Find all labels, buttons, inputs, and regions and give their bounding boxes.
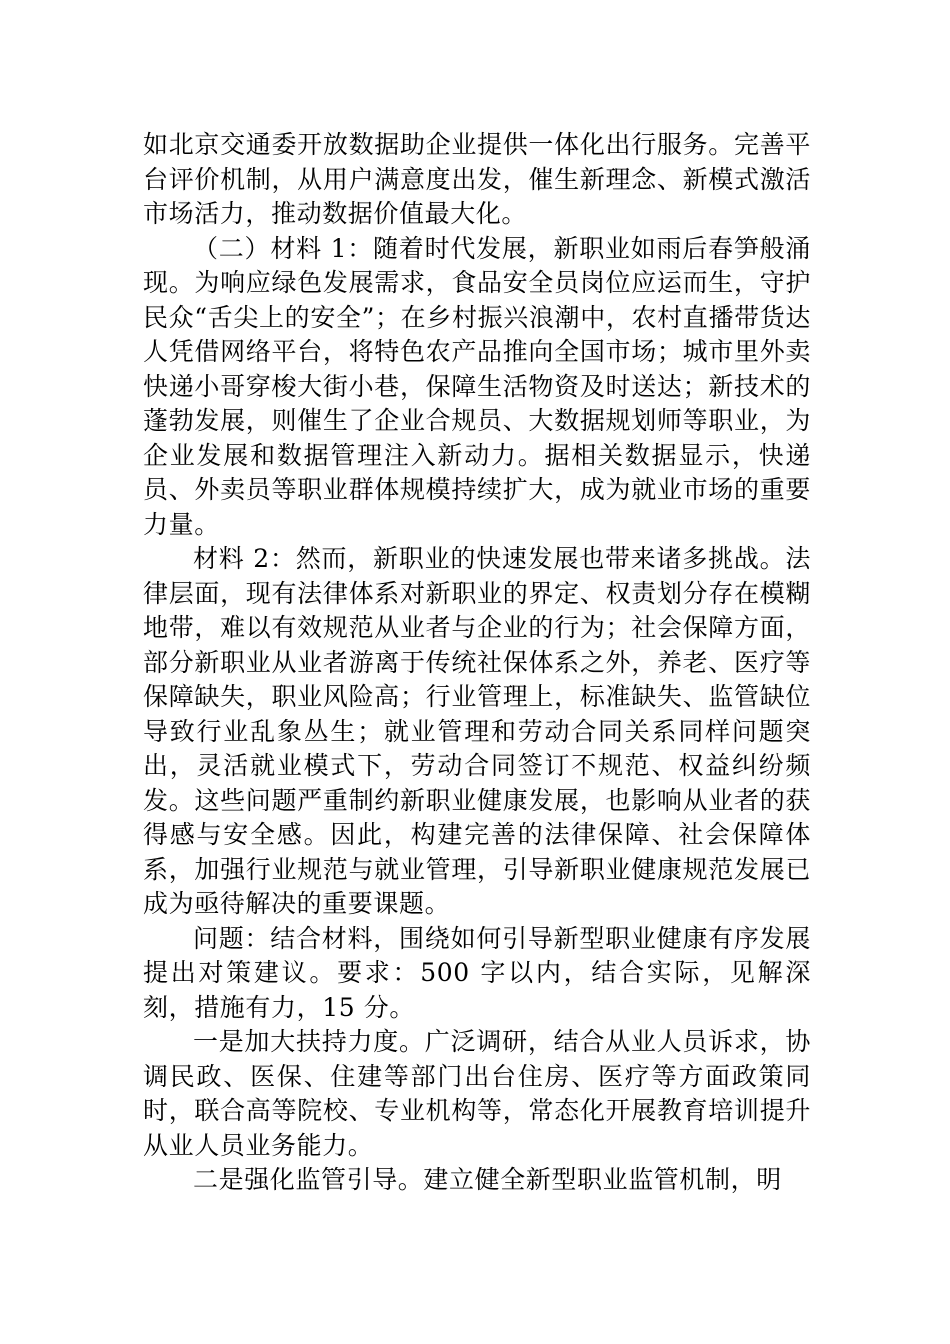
paragraph-question: 问题：结合材料，围绕如何引导新型职业健康有序发展提出对策建议。要求：500 字以内，结合实际，见解深刻，措施有力，15 分。 bbox=[143, 923, 811, 1022]
paragraph-answer-point-2: 二是强化监管引导。建立健全新型职业监管机制，明 bbox=[193, 1165, 782, 1194]
paragraph-answer-point-1: 一是加大扶持力度。广泛调研，结合从业人员诉求，协调民政、医保、住建等部门出台住房、医疗等方面政策同时，联合高等院校、专业机构等，常态化开展教育培训提升从业人员业务能力。 bbox=[143, 1027, 811, 1160]
paragraph-material-2: 材料 2：然而，新职业的快速发展也带来诸多挑战。法律层面，现有法律体系对新职业的界定、权责划分存在模糊地带，难以有效规范从业者与企业的行为；社会保障方面，部分新职业从业者游离于传统社保体系之外，养老、医疗等保障缺失，职业风险高；行业管理上，标准缺失、监管缺位导致行业乱象丛生；就业管理和劳动合同关系同样问题突出，灵活就业模式下，劳动合同签订不规范、权益纠纷频发。这些问题严重制约新职业健康发展，也影响从业者的获得感与安全感。因此，构建完善的法律保障、社会保障体系，加强行业规范与就业管理，引导新职业健康规范发展已成为亟待解决的重要课题。 bbox=[143, 544, 811, 918]
paragraph-material-1: （二）材料 1：随着时代发展，新职业如雨后春笋般涌现。为响应绿色发展需求，食品安全员岗位应运而生，守护民众“舌尖上的安全”；在乡村振兴浪潮中，农村直播带货达人凭借网络平台，将特色农产品推向全国市场；城市里外卖快递小哥穿梭大街小巷，保障生活物资及时送达；新技术的蓬勃发展，则催生了企业合规员、大数据规划师等职业，为企业发展和数据管理注入新动力。据相关数据显示，快递员、外卖员等职业群体规模持续扩大，成为就业市场的重要力量。 bbox=[143, 233, 811, 539]
paragraph-continuation: 如北京交通委开放数据助企业提供一体化出行服务。完善平台评价机制，从用户满意度出发，催生新理念、新模式激活市场活力，推动数据价值最大化。 bbox=[143, 130, 811, 228]
document-body bbox=[143, 128, 811, 1198]
